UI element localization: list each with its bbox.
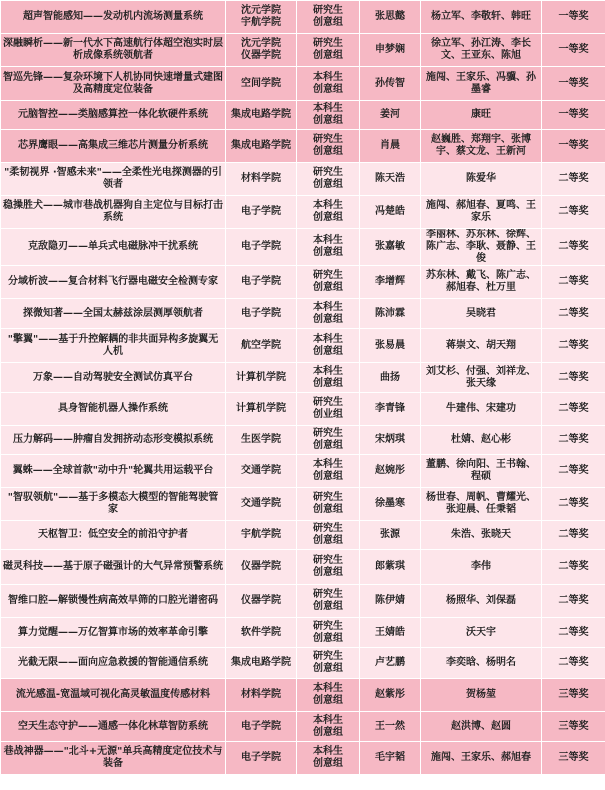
college-cell: 计算机学院 bbox=[226, 393, 297, 426]
award-cell: 一等奖 bbox=[542, 101, 605, 130]
table-row bbox=[1, 550, 605, 585]
award-cell: 二等奖 bbox=[542, 393, 605, 426]
leader-cell: 郎紫琪 bbox=[360, 550, 421, 585]
table-row bbox=[1, 67, 605, 101]
leader-cell: 李青锋 bbox=[360, 393, 421, 426]
table-row bbox=[1, 455, 605, 488]
leader-cell: 王一然 bbox=[360, 712, 421, 742]
members-cell: 杨世春、周帆、曹耀光、张迎晨、任秉韬 bbox=[421, 488, 542, 521]
award-cell: 二等奖 bbox=[542, 266, 605, 299]
members-cell: 徐立军、孙江涛、李长文、王亚东、陈旭 bbox=[421, 34, 542, 67]
leader-cell: 李增辉 bbox=[360, 266, 421, 299]
project-cell: "擎翼"——基于升控解耦的非共面异构多旋翼无人机 bbox=[1, 329, 226, 363]
members-cell: 贺杨堃 bbox=[421, 679, 542, 712]
leader-cell: 赵婉彤 bbox=[360, 455, 421, 488]
award-cell: 三等奖 bbox=[542, 712, 605, 742]
group-cell: 研究生 创意组 bbox=[297, 1, 360, 34]
group-cell: 本科生 创意组 bbox=[297, 229, 360, 266]
group-cell: 研究生 创意组 bbox=[297, 426, 360, 455]
members-cell: 赵洪博、赵圆 bbox=[421, 712, 542, 742]
award-cell: 二等奖 bbox=[542, 329, 605, 363]
college-cell: 计算机学院 bbox=[226, 363, 297, 393]
group-cell: 本科生 创意组 bbox=[297, 67, 360, 101]
members-cell: 施闯、王家乐、冯骥、孙墨睿 bbox=[421, 67, 542, 101]
members-cell: 朱浩、张晓天 bbox=[421, 521, 542, 550]
award-cell: 二等奖 bbox=[542, 163, 605, 196]
project-cell: 分域析波——复合材料飞行器电磁安全检测专家 bbox=[1, 266, 226, 299]
leader-cell: 申梦娴 bbox=[360, 34, 421, 67]
members-cell: 刘艾杉、付强、刘祥龙、张天缘 bbox=[421, 363, 542, 393]
group-cell: 本科生 创意组 bbox=[297, 679, 360, 712]
award-cell: 二等奖 bbox=[542, 196, 605, 229]
college-cell: 交通学院 bbox=[226, 488, 297, 521]
college-cell: 沈元学院 仪器学院 bbox=[226, 34, 297, 67]
award-cell: 二等奖 bbox=[542, 550, 605, 585]
leader-cell: 孙传智 bbox=[360, 67, 421, 101]
members-cell: 牛建伟、宋建功 bbox=[421, 393, 542, 426]
award-cell: 三等奖 bbox=[542, 679, 605, 712]
group-cell: 研究生 创意组 bbox=[297, 585, 360, 618]
members-cell: 陈爱华 bbox=[421, 163, 542, 196]
leader-cell: 卢艺鹏 bbox=[360, 648, 421, 679]
members-cell: 杜婧、赵心彬 bbox=[421, 426, 542, 455]
group-cell: 研究生 创意组 bbox=[297, 34, 360, 67]
award-cell: 二等奖 bbox=[542, 618, 605, 648]
award-cell: 二等奖 bbox=[542, 299, 605, 329]
table-row bbox=[1, 712, 605, 742]
project-cell: 算力觉醒——万亿智算市场的效率革命引擎 bbox=[1, 618, 226, 648]
project-cell: 巷战神器——"北斗+无源"单兵高精度定位技术与装备 bbox=[1, 742, 226, 775]
members-cell: 杨照华、刘保磊 bbox=[421, 585, 542, 618]
project-cell: 超声智能感知——发动机内流场测量系统 bbox=[1, 1, 226, 34]
college-cell: 仪器学院 bbox=[226, 585, 297, 618]
table-row bbox=[1, 648, 605, 679]
award-cell: 二等奖 bbox=[542, 521, 605, 550]
project-cell: 克敌隐刃——单兵式电磁脉冲干扰系统 bbox=[1, 229, 226, 266]
table-row bbox=[1, 426, 605, 455]
project-cell: 万象——自动驾驶安全测试仿真平台 bbox=[1, 363, 226, 393]
college-cell: 电子学院 bbox=[226, 712, 297, 742]
table-row bbox=[1, 393, 605, 426]
table-row bbox=[1, 742, 605, 775]
group-cell: 研究生 创意组 bbox=[297, 488, 360, 521]
award-cell: 二等奖 bbox=[542, 426, 605, 455]
college-cell: 航空学院 bbox=[226, 329, 297, 363]
members-cell: 施闯、王家乐、郝旭春 bbox=[421, 742, 542, 775]
project-cell: "智驭领航"——基于多模态大模型的智能驾驶管家 bbox=[1, 488, 226, 521]
award-cell: 一等奖 bbox=[542, 67, 605, 101]
award-cell: 二等奖 bbox=[542, 363, 605, 393]
table-row bbox=[1, 130, 605, 163]
college-cell: 集成电路学院 bbox=[226, 101, 297, 130]
group-cell: 研究生 创意组 bbox=[297, 648, 360, 679]
leader-cell: 陈天浩 bbox=[360, 163, 421, 196]
college-cell: 电子学院 bbox=[226, 196, 297, 229]
project-cell: 光截无限——面向应急救援的智能通信系统 bbox=[1, 648, 226, 679]
table-row bbox=[1, 488, 605, 521]
award-cell: 三等奖 bbox=[542, 742, 605, 775]
award-cell: 一等奖 bbox=[542, 130, 605, 163]
group-cell: 研究生 创意组 bbox=[297, 550, 360, 585]
project-cell: 智维口腔—解锁慢性病高效早筛的口腔光谱密码 bbox=[1, 585, 226, 618]
table-row bbox=[1, 229, 605, 266]
group-cell: 研究生 创意组 bbox=[297, 266, 360, 299]
table-row bbox=[1, 196, 605, 229]
group-cell: 研究生 创意组 bbox=[297, 521, 360, 550]
project-cell: 翼蛛——全球首款"动中升"轮翼共用运载平台 bbox=[1, 455, 226, 488]
college-cell: 沈元学院 宇航学院 bbox=[226, 1, 297, 34]
members-cell: 杨立军、李敬轩、韩旺 bbox=[421, 1, 542, 34]
award-cell: 二等奖 bbox=[542, 585, 605, 618]
project-cell: 流光感温-宽温域可视化高灵敏温度传感材料 bbox=[1, 679, 226, 712]
college-cell: 生医学院 bbox=[226, 426, 297, 455]
group-cell: 本科生 创意组 bbox=[297, 101, 360, 130]
project-cell: "柔韧视界 ·智感未来"——全柔性光电探测器的引领者 bbox=[1, 163, 226, 196]
table-row bbox=[1, 585, 605, 618]
college-cell: 仪器学院 bbox=[226, 550, 297, 585]
members-cell: 李丽林、苏东林、徐辉、陈广志、李耿、聂静、王俊 bbox=[421, 229, 542, 266]
college-cell: 集成电路学院 bbox=[226, 648, 297, 679]
members-cell: 苏东林、戴飞、陈广志、郝旭春、杜万里 bbox=[421, 266, 542, 299]
project-cell: 空天生态守护——通感一体化林草智防系统 bbox=[1, 712, 226, 742]
awards-table-body bbox=[1, 1, 605, 775]
award-cell: 一等奖 bbox=[542, 1, 605, 34]
members-cell: 董鹏、徐向阳、王书翰、程硕 bbox=[421, 455, 542, 488]
college-cell: 集成电路学院 bbox=[226, 130, 297, 163]
group-cell: 本科生 创意组 bbox=[297, 363, 360, 393]
table-row bbox=[1, 101, 605, 130]
group-cell: 本科生 创意组 bbox=[297, 455, 360, 488]
group-cell: 本科生 创意组 bbox=[297, 196, 360, 229]
project-cell: 芯界鹰眼——高集成三维芯片测量分析系统 bbox=[1, 130, 226, 163]
leader-cell: 赵紫彤 bbox=[360, 679, 421, 712]
members-cell: 康旺 bbox=[421, 101, 542, 130]
leader-cell: 毛宇韬 bbox=[360, 742, 421, 775]
table-row bbox=[1, 329, 605, 363]
award-cell: 二等奖 bbox=[542, 229, 605, 266]
leader-cell: 肖晨 bbox=[360, 130, 421, 163]
project-cell: 智巡先锋——复杂环境下人机协同快速增量式建图及高精度定位装备 bbox=[1, 67, 226, 101]
leader-cell: 冯楚皓 bbox=[360, 196, 421, 229]
members-cell: 赵巍胜、郑翔宇、张博宇、蔡文龙、王新河 bbox=[421, 130, 542, 163]
group-cell: 研究生 创意组 bbox=[297, 130, 360, 163]
college-cell: 电子学院 bbox=[226, 266, 297, 299]
project-cell: 探微知著——全国太赫兹涂层测厚领航者 bbox=[1, 299, 226, 329]
college-cell: 宇航学院 bbox=[226, 521, 297, 550]
table-row bbox=[1, 618, 605, 648]
college-cell: 电子学院 bbox=[226, 229, 297, 266]
group-cell: 研究生 创意组 bbox=[297, 618, 360, 648]
group-cell: 研究生 创意组 bbox=[297, 163, 360, 196]
college-cell: 电子学院 bbox=[226, 742, 297, 775]
award-cell: 一等奖 bbox=[542, 34, 605, 67]
project-cell: 稳操胜犬——城市巷战机器狗自主定位与目标打击系统 bbox=[1, 196, 226, 229]
college-cell: 交通学院 bbox=[226, 455, 297, 488]
table-row bbox=[1, 163, 605, 196]
leader-cell: 陈沛霖 bbox=[360, 299, 421, 329]
leader-cell: 陈伊婧 bbox=[360, 585, 421, 618]
group-cell: 研究生 创业组 bbox=[297, 393, 360, 426]
leader-cell: 王婧皓 bbox=[360, 618, 421, 648]
members-cell: 蒋崇文、胡天翔 bbox=[421, 329, 542, 363]
group-cell: 本科生 创意组 bbox=[297, 742, 360, 775]
table-row bbox=[1, 299, 605, 329]
members-cell: 李奕晗、杨明名 bbox=[421, 648, 542, 679]
award-cell: 二等奖 bbox=[542, 648, 605, 679]
college-cell: 材料学院 bbox=[226, 163, 297, 196]
members-cell: 李伟 bbox=[421, 550, 542, 585]
table-row bbox=[1, 363, 605, 393]
table-row bbox=[1, 679, 605, 712]
project-cell: 磁灵科技——基于原子磁强计的大气异常预警系统 bbox=[1, 550, 226, 585]
table-row bbox=[1, 266, 605, 299]
leader-cell: 张源 bbox=[360, 521, 421, 550]
college-cell: 软件学院 bbox=[226, 618, 297, 648]
table-row bbox=[1, 521, 605, 550]
table-row bbox=[1, 34, 605, 67]
table-row bbox=[1, 1, 605, 34]
project-cell: 天枢智卫：低空安全的前沿守护者 bbox=[1, 521, 226, 550]
project-cell: 深融瞬析——新一代水下高速航行体超空泡实时层析成像系统领航者 bbox=[1, 34, 226, 67]
project-cell: 具身智能机器人操作系统 bbox=[1, 393, 226, 426]
group-cell: 本科生 创意组 bbox=[297, 299, 360, 329]
leader-cell: 张嘉敏 bbox=[360, 229, 421, 266]
leader-cell: 曲扬 bbox=[360, 363, 421, 393]
college-cell: 空间学院 bbox=[226, 67, 297, 101]
members-cell: 沃天宇 bbox=[421, 618, 542, 648]
leader-cell: 张思懿 bbox=[360, 1, 421, 34]
members-cell: 吴晓君 bbox=[421, 299, 542, 329]
award-cell: 二等奖 bbox=[542, 455, 605, 488]
award-cell: 二等奖 bbox=[542, 488, 605, 521]
project-cell: 元脑智控——类脑感算控一体化软硬件系统 bbox=[1, 101, 226, 130]
project-cell: 压力解码——肿瘤自发拥挤动态形变模拟系统 bbox=[1, 426, 226, 455]
group-cell: 本科生 创意组 bbox=[297, 712, 360, 742]
leader-cell: 徐墨寒 bbox=[360, 488, 421, 521]
college-cell: 材料学院 bbox=[226, 679, 297, 712]
leader-cell: 张易晨 bbox=[360, 329, 421, 363]
leader-cell: 姜河 bbox=[360, 101, 421, 130]
group-cell: 本科生 创意组 bbox=[297, 329, 360, 363]
college-cell: 电子学院 bbox=[226, 299, 297, 329]
members-cell: 施闯、郝旭春、夏鸣、王家乐 bbox=[421, 196, 542, 229]
leader-cell: 宋炳琪 bbox=[360, 426, 421, 455]
